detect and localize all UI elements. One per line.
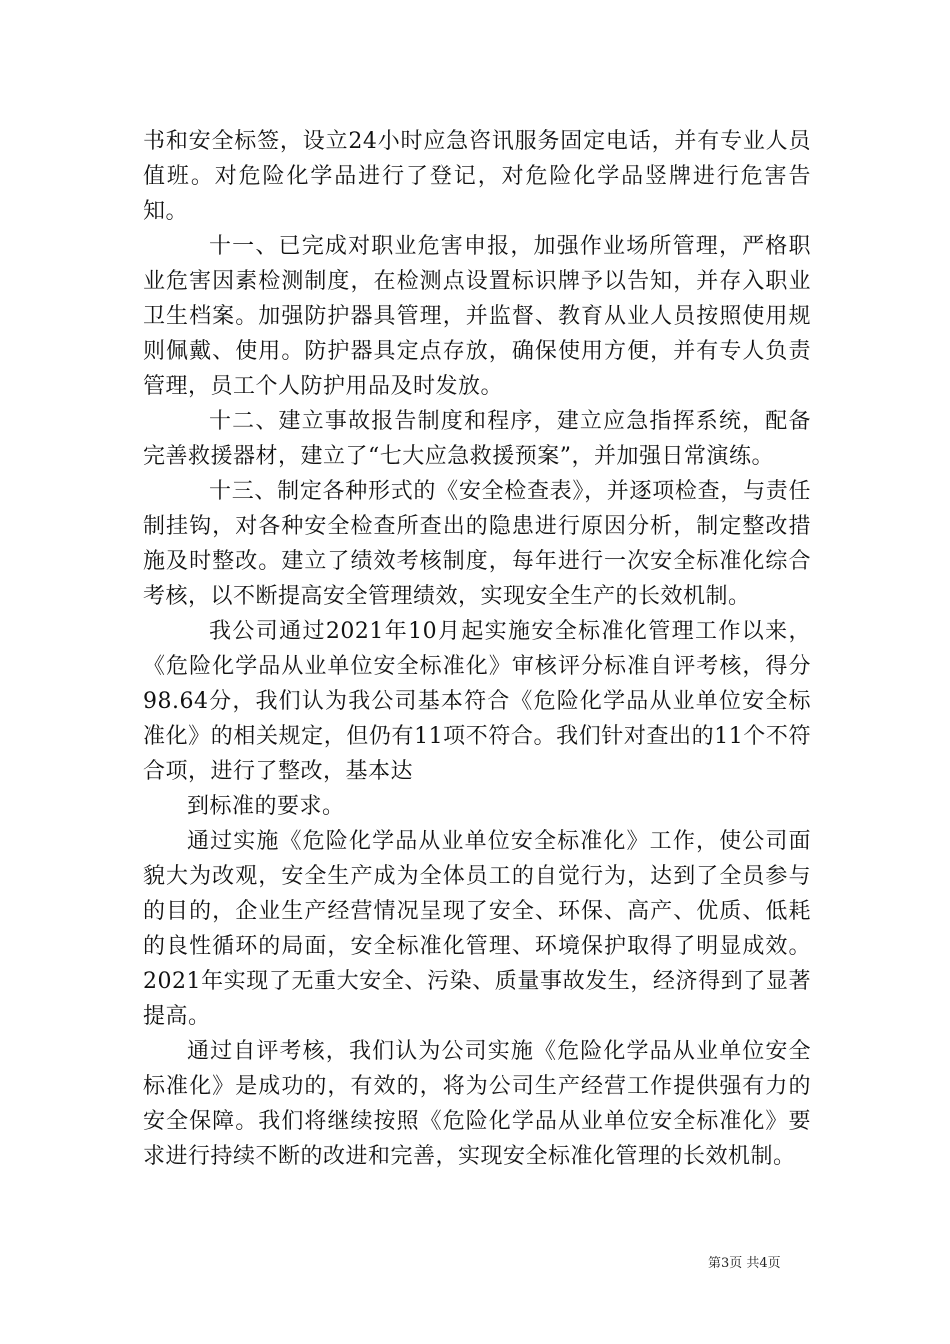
paragraph-conclusion: 通过自评考核，我们认为公司实施《危险化学品从业单位安全标准化》是成功的，有效的，将为公司生产经营工作提供强有力的安全保障。我们将继续按照《危险化学品从业单位安全标准化》要求进行持续不断的改进和完善，实现安全标准化管理的长效机制。	[143, 1039, 811, 1169]
paragraph-assessment-result-tail: 到标准的要求。	[187, 794, 345, 819]
document-body	[143, 124, 811, 1174]
paragraph-continued: 书和安全标签，设立24小时应急咨讯服务固定电话，并有专业人员值班。对危险化学品进行了登记，对危险化学品竖牌进行危害告知。	[143, 129, 811, 224]
paragraph-item-11: 十一、已完成对职业危害申报，加强作业场所管理，严格职业危害因素检测制度，在检测点设置标识牌予以告知，并存入职业卫生档案。加强防护器具管理，并监督、教育从业人员按照使用规则佩戴、使用。防护器具定点存放，确保使用方便，并有专人负责管理，员工个人防护用品及时发放。	[143, 234, 811, 399]
page-number-footer: 第3页 共4页	[708, 1256, 781, 1271]
paragraph-item-13: 十三、制定各种形式的《安全检查表》，并逐项检查，与责任制挂钩，对各种安全检查所查出的隐患进行原因分析，制定整改措施及时整改。建立了绩效考核制度，每年进行一次安全标准化综合考核，以不断提高安全管理绩效，实现安全生产的长效机制。	[143, 479, 811, 609]
paragraph-item-12: 十二、建立事故报告制度和程序，建立应急指挥系统，配备完善救援器材，建立了“七大应急救援预案”，并加强日常演练。	[143, 409, 811, 469]
paragraph-outcome: 通过实施《危险化学品从业单位安全标准化》工作，使公司面貌大为改观，安全生产成为全体员工的自觉行为，达到了全员参与的目的，企业生产经营情况呈现了安全、环保、高产、优质、低耗的良性循环的局面，安全标准化管理、环境保护取得了明显成效。2021年实现了无重大安全、污染、质量事故发生，经济得到了显著提高。	[143, 829, 811, 1029]
paragraph-assessment-result: 我公司通过2021年10月起实施安全标准化管理工作以来，《危险化学品从业单位安全标准化》审核评分标准自评考核，得分98.64分，我们认为我公司基本符合《危险化学品从业单位安全标准化》的相关规定，但仍有11项不符合。我们针对查出的11个不符合项，进行了整改，基本达	[143, 619, 811, 784]
